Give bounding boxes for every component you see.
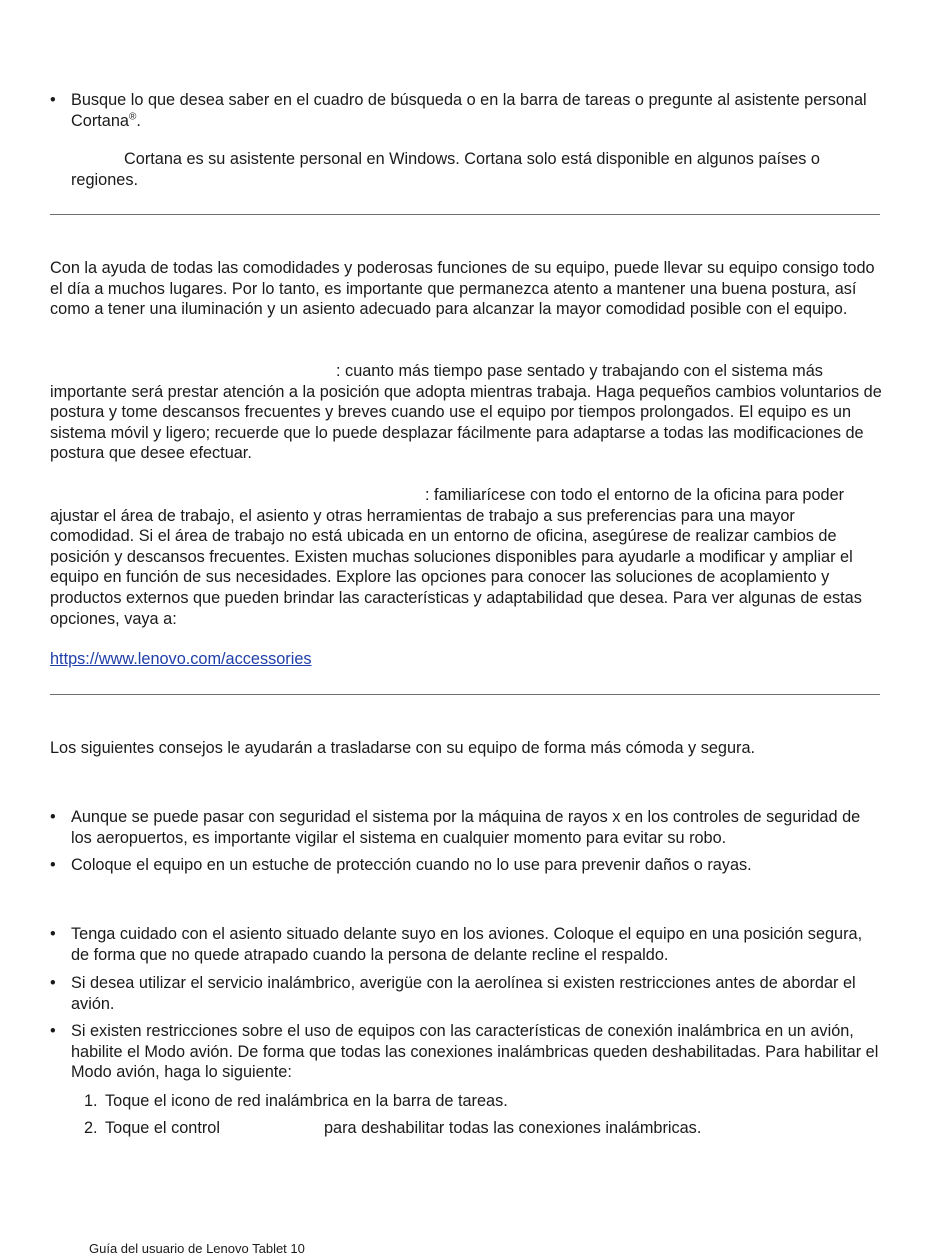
bullet-marker: • [50,974,56,992]
list-item: • Si desea utilizar el servicio inalámbrico, averigüe con la aerolínea si existen restricciones antes de abordar el avión. [50,974,856,1013]
search-help-bullet: • Busque lo que desea saber en el cuadro de búsqueda o en la barra de tareas o pregunte al asistente personal Cortana®. [50,91,867,130]
travel-intro-paragraph: Los siguientes consejos le ayudarán a trasladarse con su equipo de forma más cómoda y segura. [50,739,756,757]
page-footer: Guía del usuario de Lenovo Tablet 10 [89,1241,305,1256]
step-number: 2. [84,1119,98,1137]
section-divider [50,214,880,215]
bullet-marker: • [50,856,56,874]
search-help-text: Busque lo que desea saber en el cuadro de búsqueda o en la barra de tareas o pregunte al asistente personal Cortana [71,91,867,130]
bullet-marker: • [50,91,56,109]
list-item: • Aunque se puede pasar con seguridad el sistema por la máquina de rayos x en los controles de seguridad de los aeropuertos, es importante vigilar el sistema en cualquier momento para evitar su robo. [50,808,861,847]
comfort-intro-paragraph: Con la ayuda de todas las comodidades y poderosas funciones de su equipo, puede llevar su equipo consigo todo el día a muchos lugares. Por lo tanto, es importante que permanezca atento a mantener una buena postura, así como a tener una iluminación y un asiento adecuado para alcanzar la mayor comodidad posible con el equipo. [50,259,875,319]
bullet-marker: • [50,1022,56,1040]
list-item: • Coloque el equipo en un estuche de protección cuando no lo use para prevenir daños o rayas. [50,856,752,874]
step-number: 1. [84,1092,98,1110]
accessories-link[interactable]: https://www.lenovo.com/accessories [50,650,312,668]
bullet-marker: • [50,925,56,943]
list-item: • Si existen restricciones sobre el uso de equipos con las características de conexión inalámbrica en un avión, habilite el Modo avión. De forma que todas las conexiones inalámbricas queden deshabilitadas. Para habilitar el Modo avión, haga lo siguiente: [50,1022,879,1082]
step-item: 2. Toque el control para deshabilitar todas las conexiones inalámbricas. [84,1119,702,1137]
posture-paragraph: : cuanto más tiempo pase sentado y trabajando con el sistema más importante será prestar atención a la posición que adopta mientras trabaja. Haga pequeños cambios voluntarios de postura y tome descansos frecuentes y breves cuando use el equipo por tiempos prolongados. El equipo es un sistema móvil y ligero; recuerde que lo puede desplazar fácilmente para adaptarse a todas las modificaciones de postura que desee efectuar. [50,362,882,463]
registered-mark: ® [128,111,137,123]
list-item: • Tenga cuidado con el asiento situado delante suyo en los aviones. Coloque el equipo en una posición segura, de forma que no quede atrapado cuando la persona de delante recline el respaldo. [50,925,863,964]
cortana-note: Cortana es su asistente personal en Windows. Cortana solo está disponible en algunos países o regiones. [71,150,820,189]
section-divider [50,694,880,695]
office-environment-paragraph: : familiarícese con todo el entorno de la oficina para poder ajustar el área de trabajo, el asiento y otras herramientas de trabajo a sus preferencias para una mayor comodidad. Si el área de trabajo no está ubicada en un entorno de oficina, asegúrese de realizar cambios de posición y descansos frecuentes. Existen muchas soluciones disponibles para ayudarle a modificar y ampliar el equipo en función de sus necesidades. Explore las opciones para conocer las soluciones de acoplamiento y productos externos que pueden brindar las características y adaptabilidad que desea. Para ver algunas de estas opciones, vaya a: [50,486,862,628]
step-item: 1. Toque el icono de red inalámbrica en la barra de tareas. [84,1092,508,1110]
bullet-marker: • [50,808,56,826]
